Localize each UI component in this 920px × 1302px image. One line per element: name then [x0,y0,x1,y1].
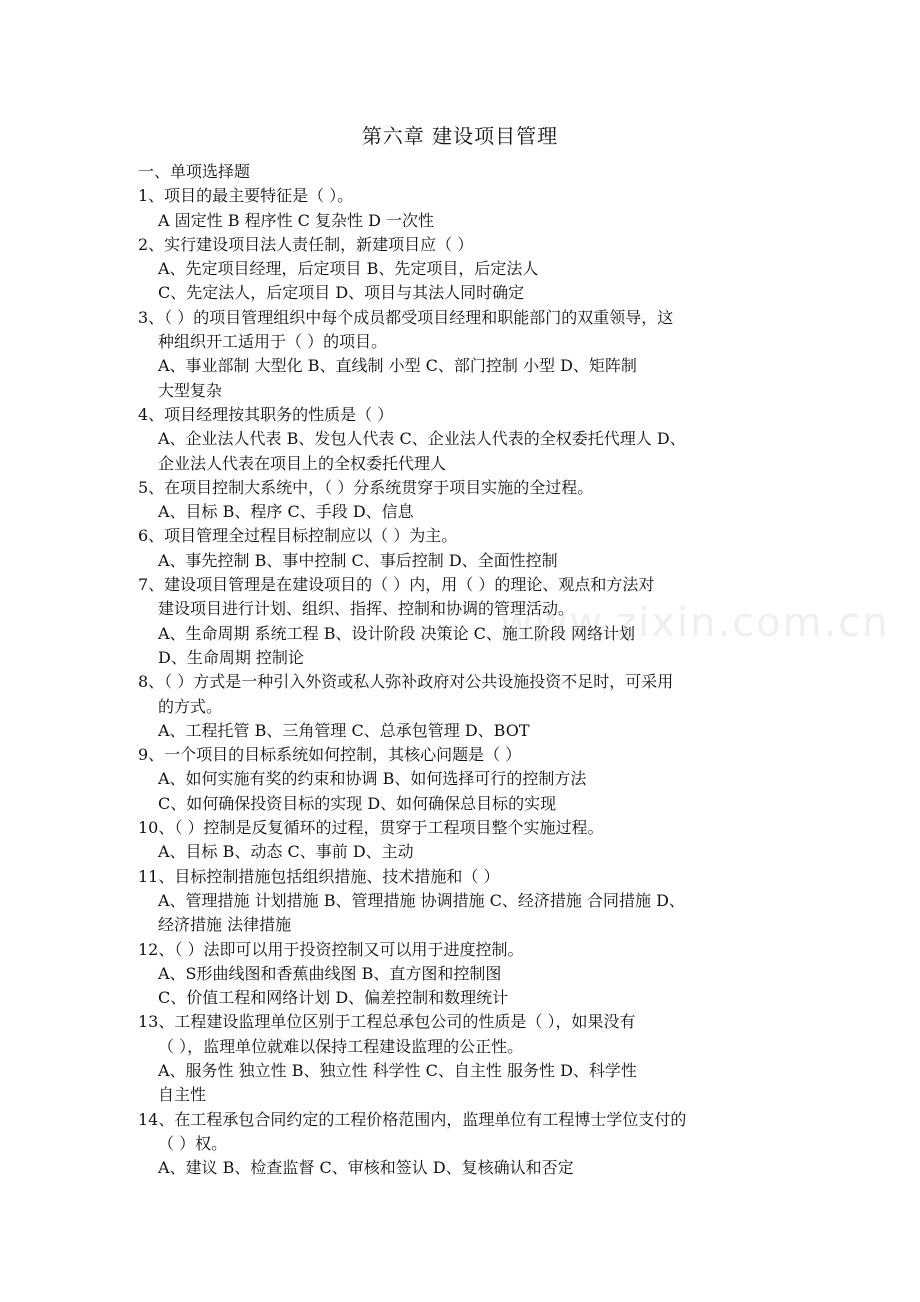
question-line: 5、在项目控制大系统中，（ ）分系统贯穿于项目实施的全过程。 [138,477,594,497]
option-line: 大型复杂 [158,380,223,400]
question-line: 一、单项选择题 [138,162,251,181]
option-line: A 固定性 B 程序性 C 复杂性 D 一次性 [158,210,434,230]
watermark: www.zixin.com.cn [500,600,890,646]
option-line: C、先定法人，后定项目 D、项目与其法人同时确定 [158,283,525,303]
question-line: 8、（ ）方式是一种引入外资或私人弥补政府对公共设施投资不足时，可采用 [138,672,674,692]
option-line: A、目标 B、动态 C、事前 D、主动 [158,842,414,862]
option-line: 经济措施 法律措施 [158,915,292,935]
option-line: A、事业部制 大型化 B、直线制 小型 C、部门控制 小型 D、矩阵制 [158,356,637,376]
option-line: A、管理措施 计划措施 B、管理措施 协调措施 C、经济措施 合同措施 D、 [158,890,685,910]
option-line: A、建议 B、检查监督 C、审核和签认 D、复核确认和否定 [158,1158,574,1178]
question-line: 4、项目经理按其职务的性质是（ ） [138,404,394,424]
option-line: 建设项目进行计划、组织、指挥、控制和协调的管理活动。 [158,599,575,619]
question-line: 13、工程建设监理单位区别于工程总承包公司的性质是（ ），如果没有 [138,1012,636,1032]
option-line: （ ），监理单位就难以保持工程建设监理的公正性。 [158,1036,524,1056]
option-line: 的方式。 [158,696,223,716]
option-line: A、S形曲线图和香蕉曲线图 B、直方图和控制图 [158,963,502,983]
question-line: 2、实行建设项目法人责任制，新建项目应（ ） [138,234,474,254]
option-line: A、企业法人代表 B、发包人代表 C、企业法人代表的全权委托代理人 D、 [158,429,686,449]
question-line: 12、（ ）法即可以用于投资控制又可以用于进度控制。 [138,939,524,959]
question-line: 10、（ ）控制是反复循环的过程，贯穿于工程项目整个实施过程。 [138,818,604,838]
question-line: 11、目标控制措施包括组织措施、技术措施和（ ） [138,866,500,886]
option-line: A、工程托管 B、三角管理 C、总承包管理 D、BOT [158,720,530,740]
option-line: C、如何确保投资目标的实现 D、如何确保总目标的实现 [158,793,557,813]
option-line: A、如何实施有奖的约束和协调 B、如何选择可行的控制方法 [158,769,587,789]
question-line: 1、项目的最主要特征是（ ）。 [138,186,354,206]
option-line: D、生命周期 控制论 [158,647,304,667]
question-line: 14、在工程承包合同约定的工程价格范围内，监理单位有工程博士学位支付的 [138,1109,687,1129]
option-line: A、目标 B、程序 C、手段 D、信息 [158,502,414,522]
question-list [138,160,786,1180]
option-line: 种组织开工适用于（ ）的项目。 [158,332,388,352]
option-line: A、服务性 独立性 B、独立性 科学性 C、自主性 服务性 D、科学性 [158,1060,637,1080]
option-line: A、事先控制 B、事中控制 C、事后控制 D、全面性控制 [158,550,558,570]
question-line: 7、建设项目管理是在建设项目的（ ）内，用（ ）的理论、观点和方法对 [138,575,655,595]
question-line: 9、一个项目的目标系统如何控制，其核心问题是（ ） [138,745,522,765]
question-line: 6、项目管理全过程目标控制应以（ ）为主。 [138,526,458,546]
option-line: 企业法人代表在项目上的全权委托代理人 [158,453,447,473]
option-line: C、价值工程和网络计划 D、偏差控制和数理统计 [158,988,509,1008]
question-line: 3、（ ）的项目管理组织中每个成员都受项目经理和职能部门的双重领导，这 [138,307,674,327]
option-line: （ ）权。 [158,1133,228,1153]
chapter-title: 第六章 建设项目管理 [361,124,559,148]
option-line: 自主性 [158,1085,207,1105]
option-line: A、生命周期 系统工程 B、设计阶段 决策论 C、施工阶段 网络计划 [158,623,635,643]
option-line: A、先定项目经理，后定项目 B、先定项目，后定法人 [158,259,539,279]
